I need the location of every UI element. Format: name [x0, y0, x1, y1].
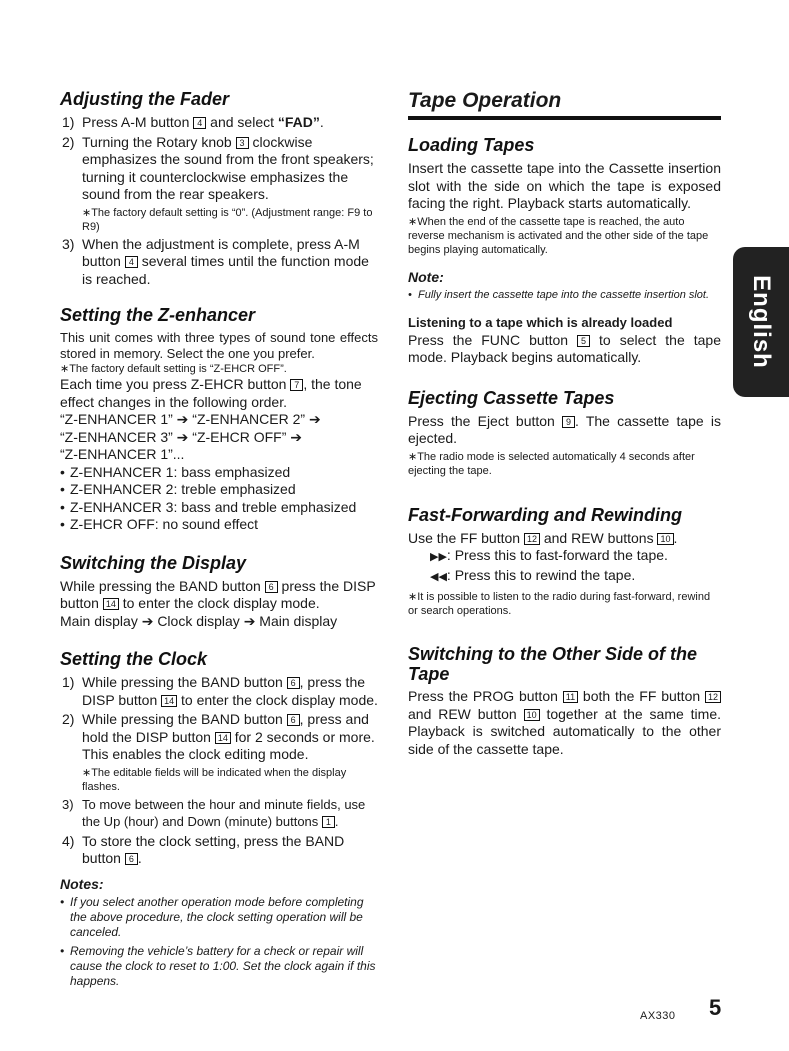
loading-text: Insert the cassette tape into the Cassette insertion slot with the side on which the tape is exposed facing the right. Playback starts automatically. [408, 160, 721, 211]
zenhancer-sequence-3: “Z-ENHANCER 1”... [60, 446, 185, 462]
switch-side-section [408, 644, 721, 758]
zenhancer-mode-3: • Z-ENHANCER 3: bass and treble emphasized [60, 499, 378, 517]
right-column [408, 88, 721, 758]
button-6-key: 6 [265, 581, 278, 593]
rewind-icon: ◀◀ [430, 570, 447, 583]
zenhancer-instructions: Each time you press Z-EHCR button 7 , the tone effect changes in the following order. [60, 376, 362, 410]
ff-rew-heading: Fast-Forwarding and Rewinding [408, 504, 682, 525]
eject-heading: Ejecting Cassette Tapes [408, 387, 615, 408]
auto-reverse-note: ∗When the end of the cassette tape is reached, the auto reverse mechanism is activated and the other side of the tape begins playing automatically. [408, 215, 709, 256]
display-heading: Switching the Display [60, 552, 247, 573]
switch-side-text: Press the PROG button 11 both the FF button 12 and REW button 10 together at the same time. Playback is switched automatically to the other side of the cassette tape. [408, 688, 722, 757]
clock-notes-heading: Notes: [60, 875, 104, 892]
loading-section [408, 134, 721, 367]
button-12-key: 12 [705, 691, 721, 703]
clock-section [60, 648, 378, 989]
zenhancer-sequence-2: “Z-ENHANCER 3” ➔ “Z-EHCR OFF” ➔ [60, 428, 302, 445]
clock-step-3: 3) To move between the hour and minute fields, use the Up (hour) and Down (minute) buttons 1 . [62, 796, 366, 829]
button-14-key: 14 [215, 732, 231, 744]
model-number: AX330 [640, 1010, 676, 1022]
page-number: 5 [709, 995, 722, 1020]
button-11-key: 11 [563, 691, 578, 703]
eject-section [408, 387, 721, 478]
button-12-key: 12 [524, 533, 540, 545]
clock-step-2: 2) While pressing the BAND button 6 , press and hold the DISP button 14 for 2 seconds or more. This enables the clock editing mode. ∗The editable fields will be indicated when the display flashes. [60, 711, 378, 794]
fader-section [60, 88, 378, 288]
zenhancer-mode-1: • Z-ENHANCER 1: bass emphasized [60, 464, 378, 482]
button-10-key: 10 [657, 533, 673, 545]
clock-heading: Setting the Clock [60, 649, 208, 669]
clock-note-1: • If you select another operation mode before completing the above procedure, the clock setting operation will be canceled. [60, 895, 378, 940]
fader-heading: Adjusting the Fader [60, 89, 230, 109]
zenhancer-sequence-1: “Z-ENHANCER 1” ➔ “Z-ENHANCER 2” ➔ [60, 411, 321, 427]
zenhancer-mode-2: • Z-ENHANCER 2: treble emphasized [60, 481, 378, 499]
button-14-key: 14 [161, 695, 177, 707]
listen-heading: Listening to a tape which is already loaded [408, 315, 673, 330]
clock-step-1: 1) While pressing the BAND button 6 , press the DISP button 14 to enter the clock display mode. [62, 674, 378, 708]
fader-step-1: 1) Press A-M button 4 and select “FAD”. [62, 114, 324, 130]
button-14-key: 14 [103, 598, 119, 610]
eject-text: Press the Eject button 9 . The cassette tape is ejected. [408, 412, 721, 446]
button-9-key: 9 [562, 416, 575, 428]
display-section [60, 552, 378, 631]
clock-note-2: • Removing the vehicle’s battery for a check or repair will cause the clock to reset to 1:00. Set the clock again if this happens. [60, 944, 378, 989]
display-instructions: While pressing the BAND button 6 press the DISP button 14 to enter the clock display mode. [60, 577, 376, 611]
zenhancer-heading: Setting the Z-enhancer [60, 305, 256, 325]
tape-operation-title: Tape Operation [408, 88, 721, 120]
button-6-key: 6 [287, 677, 300, 689]
fader-step-3: 3) When the adjustment is complete, press A-M button 4 several times until the function mode is reached. [62, 235, 369, 287]
zenhancer-default-note: ∗The factory default setting is “Z-EHCR OFF”. [60, 363, 287, 375]
button-10-key: 10 [524, 709, 540, 721]
ff-rew-note: ∗It is possible to listen to the radio during fast-forward, rewind or search operations. [408, 591, 711, 617]
button-6-key: 6 [287, 714, 300, 726]
button-6-key: 6 [125, 853, 138, 865]
language-tab [733, 247, 789, 397]
button-7-key: 7 [290, 379, 303, 391]
button-3-key: 3 [236, 137, 249, 149]
button-1-key: 1 [322, 816, 335, 828]
button-4-key: 4 [125, 256, 138, 268]
fader-step-2: 2) Turning the Rotary knob 3 clockwise emphasizes the sound from the front speakers; turning it counterclockwise emphasizes the sound from the rear speakers. ∗The factory default setting is “0”. (Adjustment range: F9 to R9) [60, 134, 378, 234]
zenhancer-section [60, 304, 378, 534]
ff-rew-section [408, 504, 721, 619]
button-4-key: 4 [193, 117, 206, 129]
ff-line: ▶▶: Press this to fast-forward the tape. [430, 547, 668, 563]
display-cycle: Main display ➔ Clock display ➔ Main display [60, 612, 338, 629]
zenhancer-intro: This unit comes with three types of sound tone effects stored in memory. Select the one you prefer. [60, 330, 378, 361]
rew-line: ◀◀: Press this to rewind the tape. [430, 566, 636, 583]
ff-rew-text: Use the FF button 12 and REW buttons 10 . [408, 529, 678, 546]
clock-step-4: 4) To store the clock setting, press the BAND button 6 . [62, 832, 345, 866]
button-5-key: 5 [577, 335, 590, 347]
fast-forward-icon: ▶▶ [430, 551, 447, 563]
eject-note: ∗The radio mode is selected automatically 4 seconds after ejecting the tape. [408, 450, 695, 477]
loading-heading: Loading Tapes [408, 135, 535, 155]
listen-text: Press the FUNC button 5 to select the tape mode. Playback begins automatically. [408, 331, 721, 365]
left-column [60, 88, 378, 989]
language-tab-label: English [747, 275, 775, 369]
loading-note-text: • Fully insert the cassette tape into the cassette insertion slot. [408, 288, 721, 302]
loading-note-heading: Note: [408, 268, 444, 285]
switch-side-heading: Switching to the Other Side of the Tape [408, 644, 698, 684]
fader-default-note: ∗The factory default setting is “0”. (Adjustment range: F9 to R9) [82, 206, 373, 233]
clock-editable-note: ∗The editable fields will be indicated when the display flashes. [82, 766, 347, 793]
zenhancer-mode-off: • Z-EHCR OFF: no sound effect [60, 516, 378, 534]
